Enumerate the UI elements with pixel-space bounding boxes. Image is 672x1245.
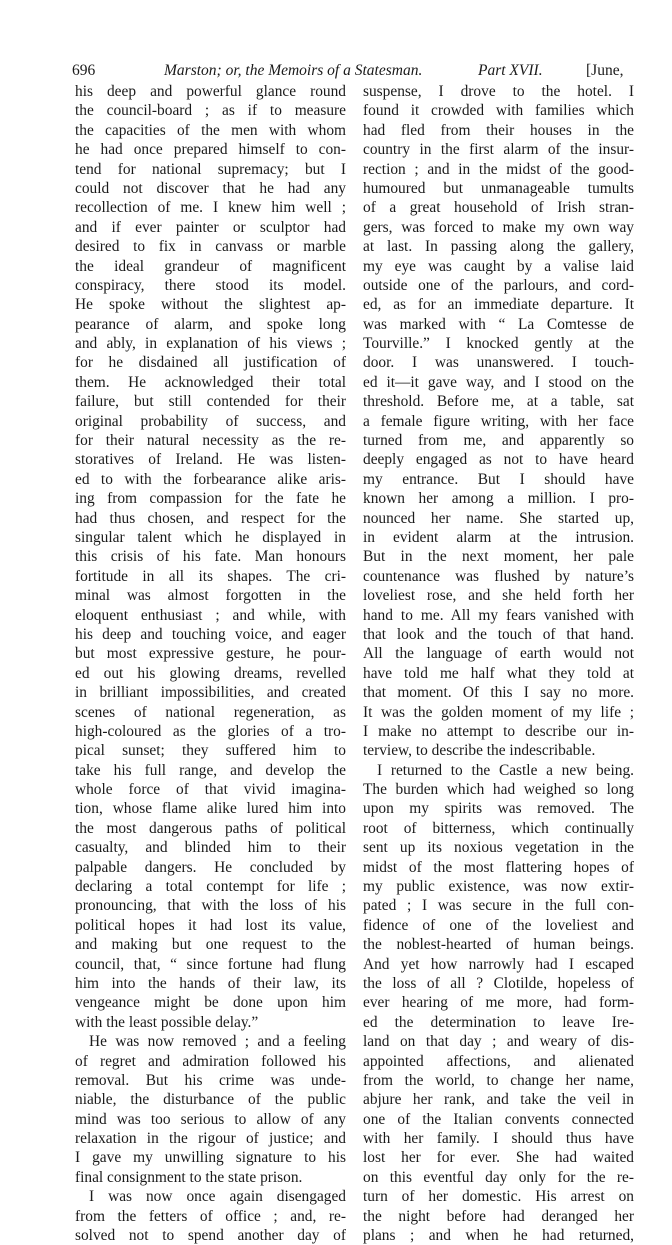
text-line: the night before had deranged her: [363, 1207, 634, 1225]
text-line: ed it—it gave way, and I stood on the: [363, 373, 634, 391]
text-line: mind was too serious to allow of any: [75, 1110, 346, 1128]
text-line: his deep and powerful glance round: [75, 83, 346, 100]
text-line: one of the Italian convents connected: [363, 1110, 634, 1128]
right-column: [363, 82, 634, 1245]
text-line: in brilliant impossibilities, and created: [75, 684, 346, 702]
text-line: a female figure writing, with her face: [363, 412, 634, 430]
date-label: [June,: [586, 62, 624, 79]
text-line: the capacities of the men with whom: [75, 121, 346, 139]
text-line: my eye was caught by a valise laid: [363, 257, 634, 275]
text-line: and making but one request to the: [75, 936, 346, 954]
text-line: pearance of alarm, and spoke long: [75, 315, 346, 333]
text-line: for he disdained all justification of: [75, 354, 346, 372]
text-line: whole force of that vivid imagina-: [75, 781, 346, 799]
text-line: from the fetters of office ; and, re-: [75, 1207, 346, 1225]
text-line: ed the determination to leave Ire-: [363, 1013, 634, 1031]
text-line: sent up its noxious vegetation in the: [363, 839, 634, 857]
text-line: had thus chosen, and respect for the: [75, 509, 346, 527]
text-line: desired to fix in canvass or marble: [75, 238, 346, 256]
text-line: take his full range, and develop the: [75, 761, 346, 779]
text-line: I gave my unwilling signature to his: [75, 1149, 346, 1167]
text-line: loveliest rose, and she held forth her: [363, 587, 634, 605]
text-line: ever hearing of me more, had form-: [363, 994, 634, 1012]
text-line: and ably, in explanation of his views ;: [75, 335, 346, 353]
text-line: the noblest-hearted of human beings.: [363, 936, 634, 954]
text-line: singular talent which he displayed in: [75, 528, 346, 546]
text-line: from the world, to change her name,: [363, 1071, 634, 1089]
text-line: ing from compassion for the fate he: [75, 490, 346, 508]
text-line: gers, was forced to make my own way: [363, 218, 634, 236]
text-line: But in the next moment, her pale: [363, 548, 634, 566]
text-line: It was the golden moment of my life ;: [363, 703, 634, 721]
text-line: suspense, I drove to the hotel. I: [363, 83, 634, 100]
text-line: tend for national supremacy; but I: [75, 160, 346, 178]
text-line: vengeance might be done upon him: [75, 994, 346, 1012]
text-line: at last. In passing along the gallery,: [363, 238, 634, 256]
text-line: I returned to the Castle a new being.: [377, 761, 634, 779]
text-line: turn of her domestic. His arrest on: [363, 1188, 634, 1206]
running-title: Marston; or, the Memoirs of a Statesman.: [164, 62, 423, 79]
text-line: abjure her rank, and take the veil in: [363, 1091, 634, 1109]
text-line: plans ; and when he had returned,: [363, 1227, 634, 1245]
text-line: and if ever painter or sculptor had: [75, 218, 346, 236]
text-line: Tourville.” I knocked gently at the: [363, 335, 634, 353]
text-line: humoured but unmanageable tumults: [363, 179, 634, 197]
text-line: turned from me, and apparently so: [363, 432, 634, 450]
text-line: He was now removed ; and a feeling: [89, 1033, 346, 1051]
text-line: him into the hands of their law, its: [75, 974, 346, 992]
text-line: final consignment to the state prison.: [75, 1168, 303, 1186]
text-line: rection ; and in the midst of the good-: [363, 160, 634, 178]
text-line: that look and the touch of that hand.: [363, 625, 634, 643]
text-line: the loss of all ? Clotilde, hopeless of: [363, 974, 634, 992]
text-line: pated ; I was secure in the full con-: [363, 897, 634, 915]
text-line: ed to with the forbearance alike aris-: [75, 470, 346, 488]
text-line: on this eventful day only for the re-: [363, 1168, 634, 1186]
text-line: threshold. Before me, at a table, sat: [363, 393, 634, 411]
text-line: relaxation in the rigour of justice; and: [75, 1130, 346, 1148]
text-line: them. He acknowledged their total: [75, 373, 346, 391]
text-line: eloquent enthusiast ; and while, with: [75, 606, 346, 624]
text-line: with her family. I should thus have: [363, 1130, 634, 1148]
text-line: I make no attempt to describe our in-: [363, 722, 634, 740]
part-label: Part XVII.: [478, 62, 543, 79]
text-line: The burden which had weighed so long: [363, 781, 634, 799]
text-line: niable, the disturbance of the public: [75, 1091, 346, 1109]
text-line: upon my spirits was removed. The: [363, 800, 634, 818]
text-line: that moment. Of this I say no more.: [363, 684, 634, 702]
text-line: countenance was flushed by nature’s: [363, 567, 634, 585]
left-column: [75, 82, 346, 1245]
text-line: he had once prepared himself to con-: [75, 141, 346, 159]
text-line: recollection of me. I knew him well ;: [75, 199, 346, 217]
text-line: ed out his glowing dreams, revelled: [75, 664, 346, 682]
text-line: scenes of national regeneration, as: [75, 703, 346, 721]
text-line: my public existence, was now extir-: [363, 878, 634, 896]
text-line: country in the first alarm of the insur-: [363, 141, 634, 159]
text-line: ed, as for an immediate departure. It: [363, 296, 634, 314]
text-line: terview, to describe the indescribable.: [363, 742, 596, 760]
text-line: hand to me. All my fears vanished with: [363, 606, 634, 624]
text-line: All the language of earth would not: [363, 645, 634, 663]
text-line: of a great household of Irish stran-: [363, 199, 634, 217]
text-line: pronouncing, that with the loss of his: [75, 897, 346, 915]
text-line: had fled from their houses in the: [363, 121, 634, 139]
text-line: casualty, and blinded him to their: [75, 839, 346, 857]
text-line: appointed affections, and alienated: [363, 1052, 634, 1070]
text-line: root of bitterness, which continually: [363, 819, 634, 837]
text-line: storatives of Ireland. He was listen-: [75, 451, 346, 469]
text-line: fortitude in all its shapes. The cri-: [75, 567, 346, 585]
text-line: but most expressive gesture, he pour-: [75, 645, 346, 663]
text-line: I was now once again disengaged: [89, 1188, 346, 1206]
text-line: failure, but still contended for their: [75, 393, 346, 411]
text-line: for their natural necessity as the re-: [75, 432, 346, 450]
text-line: his deep and touching voice, and eager: [75, 625, 346, 643]
text-line: the ideal grandeur of magnificent: [75, 257, 346, 275]
text-line: midst of the most flattering hopes of: [363, 858, 634, 876]
text-line: door. I was unanswered. I touch-: [363, 354, 634, 372]
page-number: 696: [72, 62, 96, 79]
text-line: original probability of success, and: [75, 412, 346, 430]
text-line: with the least possible delay.”: [75, 1013, 259, 1031]
text-line: political hopes it had lost its value,: [75, 916, 346, 934]
text-line: minal was almost forgotten in the: [75, 587, 346, 605]
text-line: nounced her name. She started up,: [363, 509, 634, 527]
text-line: removal. But his crime was unde-: [75, 1071, 346, 1089]
text-line: have told me half what they told at: [363, 664, 634, 682]
text-line: declaring a total contempt for life ;: [75, 878, 346, 896]
text-line: outside one of the parlours, and cord-: [363, 276, 634, 294]
text-line: lost her for ever. She had waited: [363, 1149, 634, 1167]
text-line: in evident alarm at the intrusion.: [363, 528, 634, 546]
text-line: fidence of one of the loveliest and: [363, 916, 634, 934]
text-line: the most dangerous paths of political: [75, 819, 346, 837]
text-line: known her among a million. I pro-: [363, 490, 634, 508]
text-line: deeply engaged as not to have heard: [363, 451, 634, 469]
text-line: this crisis of his fate. Man honours: [75, 548, 346, 566]
text-line: high-coloured as the glories of a tro-: [75, 722, 346, 740]
running-header: [72, 60, 640, 82]
text-line: And yet how narrowly had I escaped: [363, 955, 634, 973]
text-line: of regret and admiration followed his: [75, 1052, 346, 1070]
text-line: solved not to spend another day of: [75, 1227, 346, 1245]
text-line: pical sunset; they suffered him to: [75, 742, 346, 760]
text-line: council, that, “ since fortune had flung: [75, 955, 346, 973]
text-line: the council-board ; as if to measure: [75, 102, 346, 120]
text-line: conspiracy, there stood its model.: [75, 276, 346, 294]
text-line: was marked with “ La Comtesse de: [363, 315, 634, 333]
text-line: could not discover that he had any: [75, 179, 346, 197]
text-line: palpable dangers. He concluded by: [75, 858, 346, 876]
text-line: found it crowded with families which: [363, 102, 634, 120]
text-line: tion, whose flame alike lured him into: [75, 800, 346, 818]
text-line: land on that day ; and weary of dis-: [363, 1033, 634, 1051]
text-line: He spoke without the slightest ap-: [75, 296, 346, 314]
text-line: my entrance. But I should have: [363, 470, 634, 488]
